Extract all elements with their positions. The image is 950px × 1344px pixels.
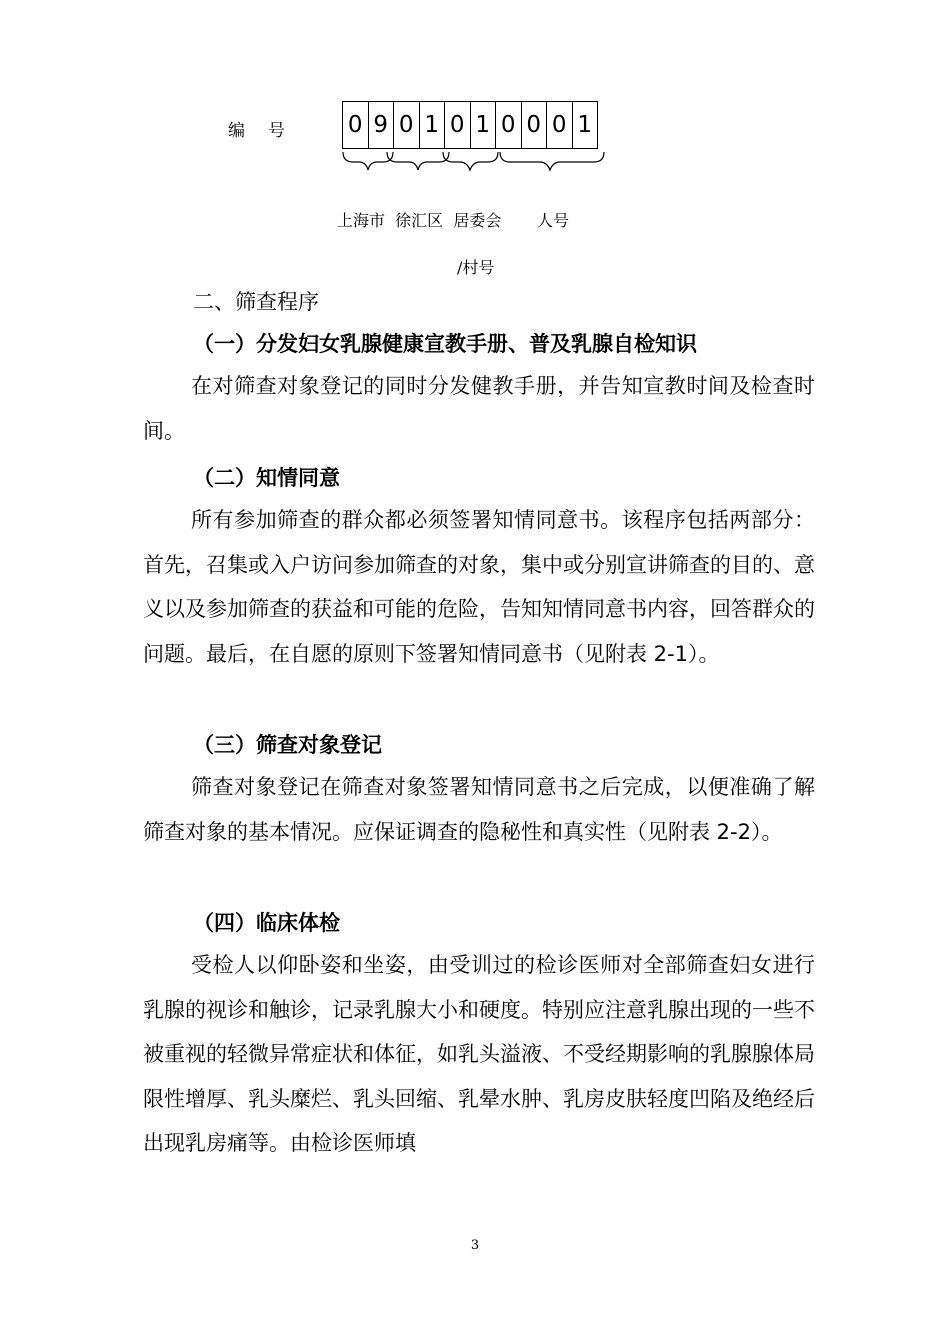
code-label-part1: 编	[228, 121, 246, 141]
code-digit: 1	[420, 102, 446, 148]
code-digit: 0	[343, 102, 369, 148]
subsection-body-2: 所有参加筛查的群众都必须签署知情同意书。该程序包括两部分：首先，召集或入户访问参加筛查的对象，集中或分别宣讲筛查的目的、意义以及参加筛查的获益和可能的危险，告知知情同意书内容，回答群众的问题。最后，在自愿的原则下签署知情同意书（见附表 2-1）。	[143, 508, 815, 666]
region-labels: 上海市 徐汇区 居委会 人号	[337, 211, 569, 230]
subsection-heading-1: （一）分发妇女乳腺健康宣教手册、普及乳腺自检知识	[193, 332, 697, 356]
brace-person	[500, 152, 604, 170]
subsection-body-1: 在对筛查对象登记的同时分发健教手册，并告知宣教时间及检查时间。	[143, 374, 815, 443]
subsection-heading-4: （四）临床体检	[193, 911, 340, 935]
subsection-body-4: 受检人以仰卧姿和坐姿，由受训过的检诊医师对全部筛查妇女进行乳腺的视诊和触诊，记录乳腺大小和硬度。特别应注意乳腺出现的一些不被重视的轻微异常症状和体征，如乳头溢液、不受经期影响的乳腺腺体局限性增厚、乳头糜烂、乳头回缩、乳晕水肿、乳房皮肤轻度凹陷及绝经后出现乳房痛等。由检诊医师填	[143, 953, 815, 1155]
brace-city	[343, 152, 393, 170]
code-digit: 0	[496, 102, 522, 148]
grouping-braces	[340, 150, 610, 178]
code-label	[228, 116, 286, 141]
code-digit-boxes	[342, 101, 598, 149]
brace-committee	[443, 152, 498, 170]
code-label-part2: 号	[268, 121, 286, 141]
code-digit: 0	[522, 102, 548, 148]
brace-district	[387, 152, 449, 170]
code-digit: 1	[577, 112, 593, 138]
page-number: 3	[470, 1238, 480, 1253]
code-digit: 0	[394, 102, 420, 148]
subsection-heading-3: （三）筛查对象登记	[193, 733, 382, 757]
section-title: 二、筛查程序	[193, 290, 319, 314]
code-digit: 0	[547, 102, 573, 148]
code-digit: 0	[445, 102, 471, 148]
subsection-body-3: 筛查对象登记在筛查对象签署知情同意书之后完成，以便准确了解筛查对象的基本情况。应保证调查的隐秘性和真实性（见附表 2-2）。	[143, 775, 815, 844]
code-digit: 9	[369, 102, 395, 148]
subsection-heading-2: （二）知情同意	[193, 466, 340, 490]
region-label-sub: /村号	[457, 258, 495, 277]
code-digit: 1	[471, 102, 497, 148]
